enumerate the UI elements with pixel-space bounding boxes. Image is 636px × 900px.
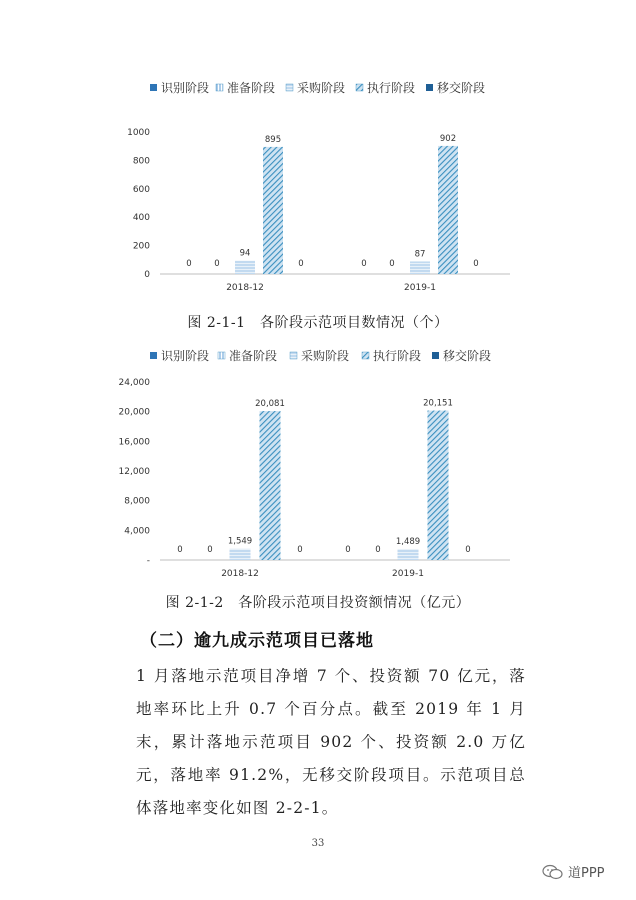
legend-swatch-identify [150, 84, 157, 91]
x-category-label: 2019-1 [392, 569, 424, 576]
watermark-text: 道PPP [568, 866, 605, 881]
legend-label-transfer: 移交阶段 [443, 349, 492, 363]
legend-swatch-transfer [426, 84, 433, 91]
chart-investment [0, 346, 636, 576]
data-label-transfer-2018-12: 0 [298, 259, 304, 269]
y-tick-label: 800 [132, 156, 150, 167]
y-tick-label: 24,000 [118, 378, 150, 388]
legend-label-identify: 识别阶段 [161, 349, 210, 363]
page-number: 33 [311, 838, 325, 849]
legend-swatch-prepare [218, 352, 225, 359]
legend-swatch-identify [150, 352, 157, 359]
x-category-label: 2018-12 [221, 569, 259, 576]
data-label-identify-2019-1: 0 [345, 545, 351, 555]
watermark [542, 862, 605, 881]
body-paragraph: 1 月落地示范项目净增 7 个、投资额 70 亿元，落地率环比上升 0.7 个百分点。截至 2019 年 1 月末，累计落地示范项目 902 个、投资额 2.0 万亿元，落地率 91.2%，无移交阶段项目。示范项目总体落地率变化如图 2-2-1。 [136, 667, 526, 817]
data-label-prepare-2018-12: 0 [214, 259, 220, 269]
y-tick-label: 600 [132, 184, 150, 195]
legend-label-prepare: 准备阶段 [227, 81, 276, 95]
legend-label-execute: 执行阶段 [367, 81, 416, 95]
legend-label-procure: 采购阶段 [301, 349, 350, 363]
section-title: （二）逾九成示范项目已落地 [140, 631, 374, 651]
legend-swatch-procure [290, 352, 297, 359]
legend-label-execute: 执行阶段 [373, 349, 422, 363]
x-category-label: 2018-12 [226, 283, 264, 293]
figure-caption-1: 图 2-1-1 各阶段示范项目数情况（个） [187, 315, 449, 331]
bar-execute-2019-1 [438, 146, 458, 274]
bar-procure-2019-1 [398, 549, 419, 560]
legend-label-identify: 识别阶段 [161, 81, 210, 95]
bar-procure-2018-12 [235, 261, 255, 274]
legend-swatch-execute [362, 352, 369, 359]
data-label-procure-2018-12: 94 [239, 248, 251, 259]
y-tick-label: 0 [144, 270, 150, 280]
data-label-prepare-2019-1: 0 [389, 259, 395, 269]
legend-label-transfer: 移交阶段 [437, 81, 486, 95]
chart-project-count [0, 78, 636, 300]
data-label-execute-2018-12: 895 [264, 134, 282, 145]
chart-investment-svg [0, 346, 636, 576]
y-tick-label: 8,000 [124, 496, 150, 507]
bar-execute-2018-12 [260, 411, 281, 560]
legend-swatch-execute [356, 84, 363, 91]
y-tick-label: 200 [132, 241, 150, 252]
legend-label-procure: 采购阶段 [297, 81, 346, 95]
legend-swatch-prepare [216, 84, 223, 91]
bar-execute-2019-1 [428, 411, 449, 560]
data-label-transfer-2019-1: 0 [465, 545, 471, 555]
data-label-identify-2018-12: 0 [186, 259, 192, 269]
bar-procure-2018-12 [230, 549, 251, 560]
y-tick-label: 1000 [127, 128, 150, 138]
data-label-procure-2018-12: 1,549 [227, 536, 253, 547]
data-label-execute-2019-1: 20,151 [423, 398, 453, 409]
y-tick-label: - [146, 556, 150, 566]
data-label-execute-2018-12: 20,081 [255, 399, 285, 410]
data-label-transfer-2018-12: 0 [297, 545, 303, 555]
figure-caption-2: 图 2-1-2 各阶段示范项目投资额情况（亿元） [165, 595, 471, 611]
x-category-label: 2019-1 [404, 283, 436, 293]
bar-procure-2019-1 [410, 262, 430, 274]
data-label-identify-2018-12: 0 [177, 545, 183, 555]
wechat-icon [542, 864, 564, 880]
y-tick-label: 20,000 [118, 407, 150, 418]
legend-label-prepare: 准备阶段 [229, 349, 278, 363]
data-label-procure-2019-1: 1,489 [395, 536, 421, 547]
bar-execute-2018-12 [263, 147, 283, 274]
chart-legend [150, 80, 485, 95]
data-label-prepare-2019-1: 0 [375, 545, 381, 555]
data-label-execute-2019-1: 902 [439, 133, 457, 144]
y-tick-label: 16,000 [118, 437, 150, 448]
data-label-identify-2019-1: 0 [361, 259, 367, 269]
data-label-prepare-2018-12: 0 [207, 545, 213, 555]
data-label-transfer-2019-1: 0 [473, 259, 479, 269]
y-tick-label: 12,000 [118, 467, 150, 477]
chart-legend [150, 348, 491, 363]
y-tick-label: 400 [132, 213, 150, 224]
legend-swatch-procure [286, 84, 293, 91]
data-label-procure-2019-1: 87 [414, 249, 426, 260]
y-tick-label: 4,000 [124, 526, 150, 537]
chart-project-count-svg [0, 78, 636, 300]
legend-swatch-transfer [432, 352, 439, 359]
